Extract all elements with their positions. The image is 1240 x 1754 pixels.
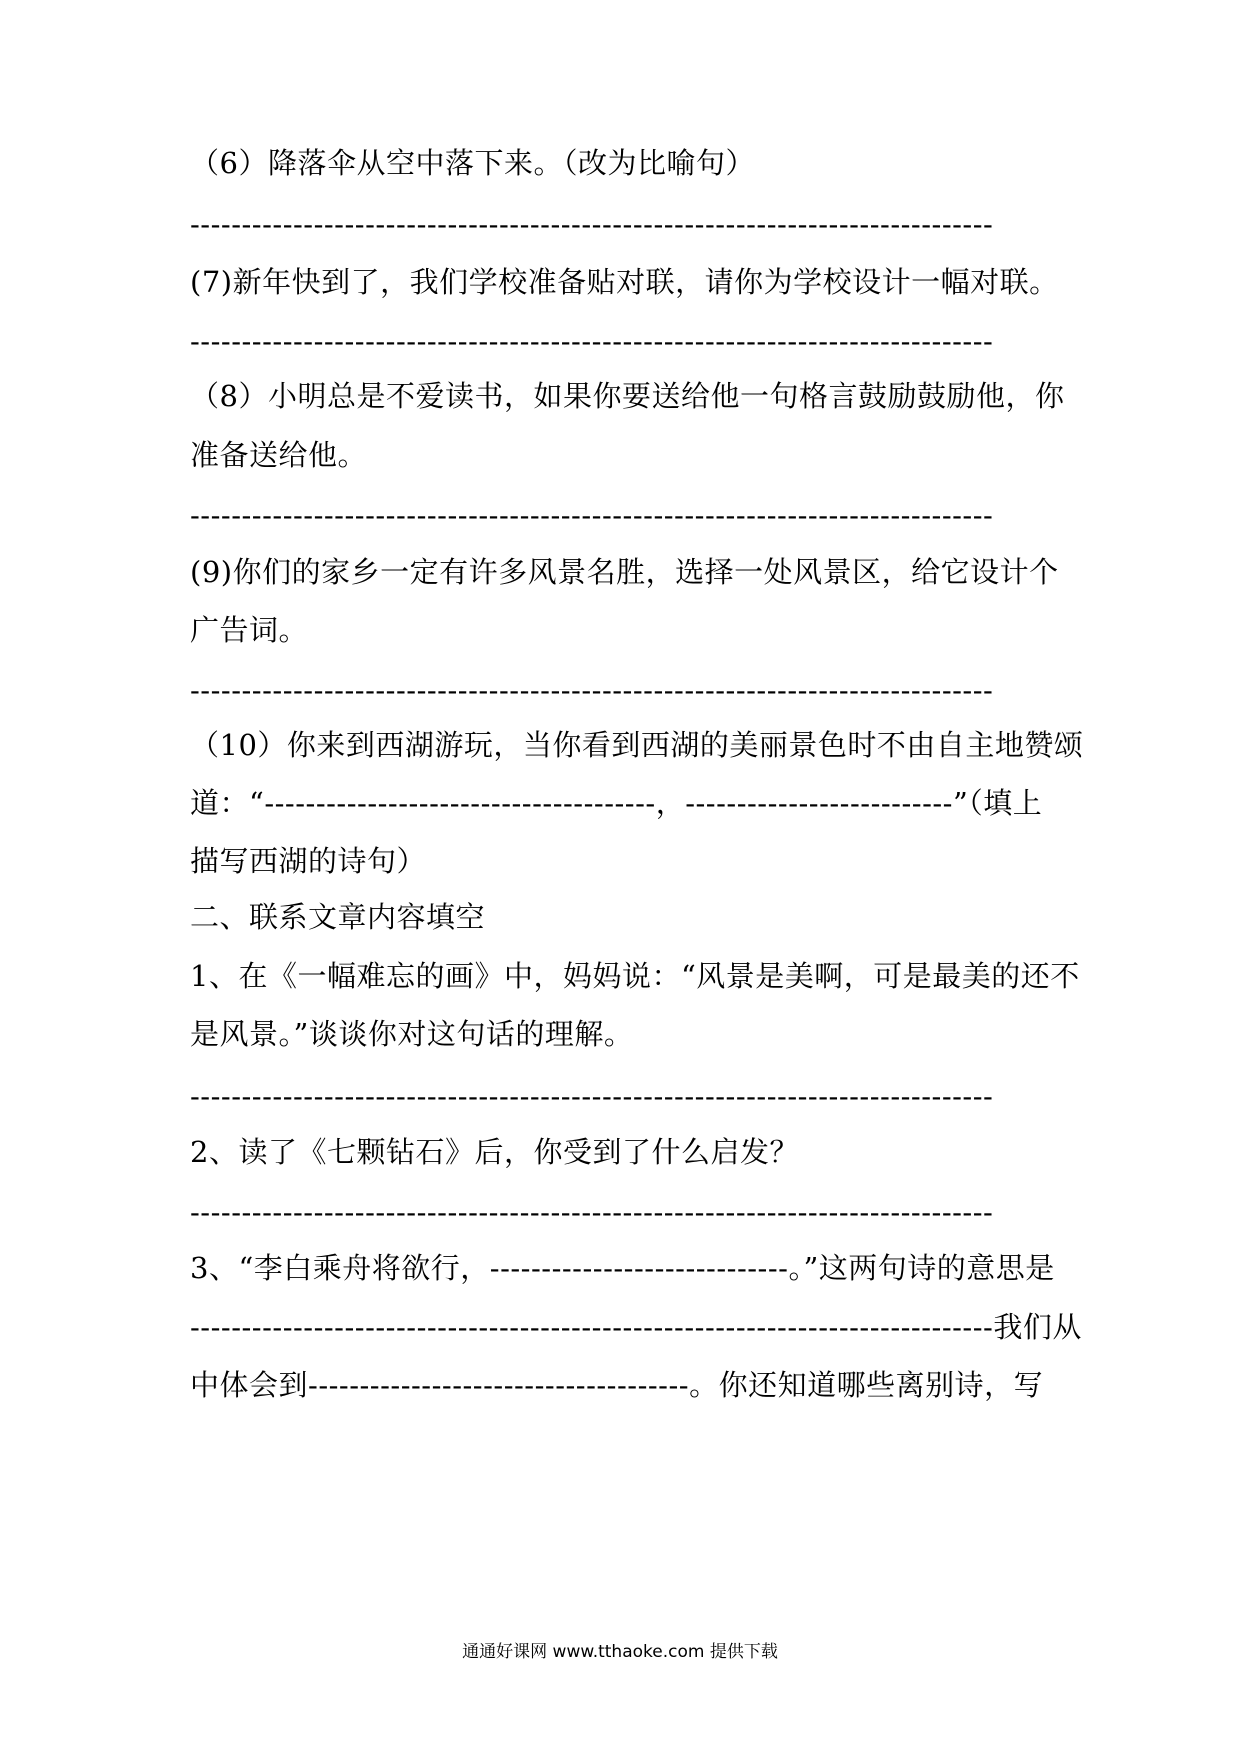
poem-blank-2: -------------------------- — [685, 786, 953, 820]
answer-line-q9: ------------------------------------------------------------------------------ — [190, 673, 994, 707]
s2-question-3-line-3 — [190, 1367, 1043, 1403]
question-10-line-2 — [190, 785, 1042, 821]
question-10-suffix: ”（填上 — [952, 786, 1043, 820]
question-9-line-2: 广告词。 — [190, 613, 309, 647]
answer-line-q6: ------------------------------------------------------------------------------ — [190, 207, 994, 241]
question-6: （6）降落伞从空中落下来。（改为比喻句） — [190, 146, 755, 180]
answer-line-s2q2: ------------------------------------------------------------------------------ — [190, 1195, 994, 1229]
s2-question-3-line-2 — [190, 1309, 1082, 1345]
s2-question-1-line-2: 是风景。”谈谈你对这句话的理解。 — [190, 1017, 634, 1051]
answer-line-s2q1: ------------------------------------------------------------------------------ — [190, 1079, 994, 1113]
question-9-line-1: (9)你们的家乡一定有许多风景名胜，选择一处风景区，给它设计个 — [190, 555, 1059, 589]
question-10-line-3: 描写西湖的诗句） — [190, 844, 427, 878]
question-10-comma: ， — [655, 786, 686, 820]
s2-question-3-prefix: 3、“李白乘舟将欲行， — [190, 1251, 490, 1285]
s2-question-3-line-3-prefix: 中体会到 — [190, 1368, 309, 1402]
poem-blank-3: ----------------------------- — [489, 1251, 789, 1285]
section-2-title: 二、联系文章内容填空 — [190, 900, 486, 934]
answer-line-q8: ------------------------------------------------------------------------------ — [190, 498, 994, 532]
meaning-blank: ------------------------------------------------------------------------------ — [190, 1310, 994, 1344]
answer-line-q7: ------------------------------------------------------------------------------ — [190, 324, 994, 358]
question-10-prefix: 道：“ — [190, 786, 265, 820]
s2-question-1-line-1: 1、在《一幅难忘的画》中，妈妈说：“风景是美啊，可是最美的还不 — [190, 959, 1080, 993]
question-8-line-1: （8）小明总是不爱读书，如果你要送给他一句格言鼓励鼓励他，你 — [190, 379, 1065, 413]
poem-blank-1: -------------------------------------- — [264, 786, 656, 820]
question-10-line-1: （10）你来到西湖游玩，当你看到西湖的美丽景色时不由自主地赞颂 — [190, 728, 1084, 762]
s2-question-3-line-2-suffix: 我们从 — [993, 1310, 1082, 1344]
insight-blank: ------------------------------------- — [308, 1368, 690, 1402]
question-8-line-2: 准备送给他。 — [190, 438, 368, 472]
s2-question-3-suffix: 。”这两句诗的意思是 — [788, 1251, 1055, 1285]
s2-question-2: 2、读了《七颗钻石》后，你受到了什么启发？ — [190, 1135, 799, 1169]
page-footer: 通通好课网 www.tthaoke.com 提供下载 — [462, 1642, 778, 1662]
s2-question-3-line-3-suffix: 。你还知道哪些离别诗，写 — [689, 1368, 1044, 1402]
question-7: (7)新年快到了，我们学校准备贴对联，请你为学校设计一幅对联。 — [190, 265, 1059, 299]
s2-question-3-line-1 — [190, 1250, 1055, 1286]
